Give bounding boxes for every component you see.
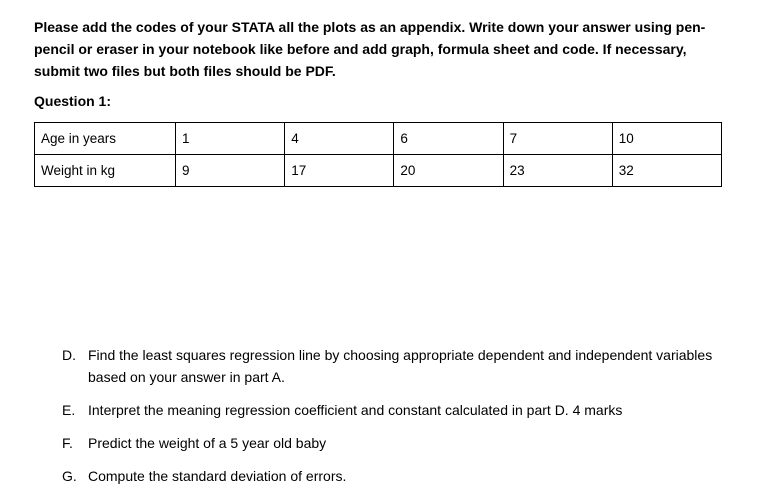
list-item-part-d bbox=[62, 344, 722, 388]
part-text: Interpret the meaning regression coefficient and constant calculated in part D. 4 marks bbox=[88, 402, 623, 418]
table-cell: 32 bbox=[612, 155, 721, 187]
table-cell: 7 bbox=[503, 123, 612, 155]
question-parts-list bbox=[62, 344, 722, 498]
row-label-age: Age in years bbox=[35, 123, 176, 155]
table-cell: 23 bbox=[503, 155, 612, 187]
table-cell: 9 bbox=[176, 155, 285, 187]
question-heading: Question 1: bbox=[34, 93, 112, 109]
table-cell: 1 bbox=[176, 123, 285, 155]
part-letter: G. bbox=[62, 468, 77, 484]
row-label-weight: Weight in kg bbox=[35, 155, 176, 187]
list-item-part-g bbox=[62, 465, 722, 487]
part-letter: F. bbox=[62, 435, 73, 451]
table-row-age bbox=[35, 123, 722, 155]
table-cell: 17 bbox=[285, 155, 394, 187]
table-cell: 4 bbox=[285, 123, 394, 155]
data-table bbox=[34, 122, 722, 187]
table-cell: 20 bbox=[394, 155, 503, 187]
list-item-part-f bbox=[62, 432, 722, 454]
part-letter: E. bbox=[62, 402, 76, 418]
table-cell: 6 bbox=[394, 123, 503, 155]
table-row-weight bbox=[35, 155, 722, 187]
part-letter: D. bbox=[62, 347, 76, 363]
table-cell: 10 bbox=[612, 123, 721, 155]
part-text: Find the least squares regression line by choosing appropriate dependent and independent variables based on your answer in part A. bbox=[88, 347, 713, 385]
list-item-part-e bbox=[62, 399, 722, 421]
part-text: Predict the weight of a 5 year old baby bbox=[88, 435, 327, 451]
instructions-paragraph: Please add the codes of your STATA all the plots as an appendix. Write down your answer using pen-pencil or eraser in your notebook like before and add graph, formula sheet and code. If necessary, submit two files but both files should be PDF. bbox=[34, 19, 706, 79]
part-text: Compute the standard deviation of errors. bbox=[88, 468, 347, 484]
